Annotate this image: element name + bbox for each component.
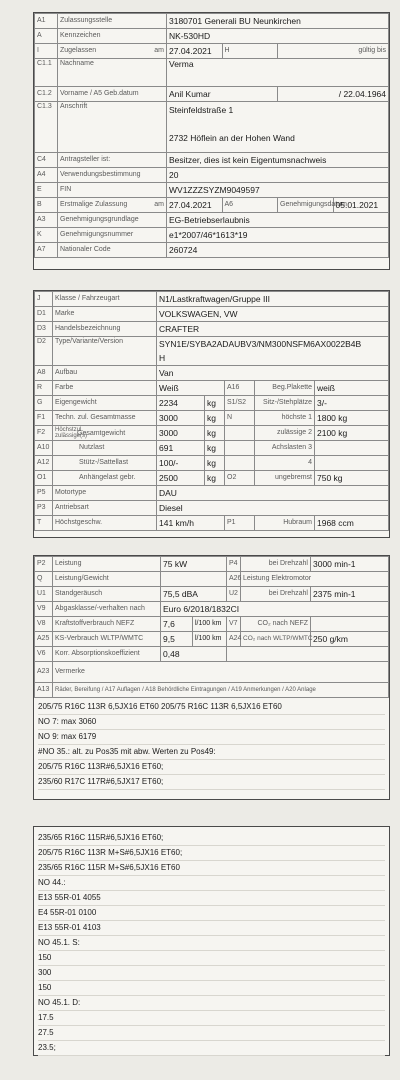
table-row	[35, 44, 389, 59]
address-street: Steinfeldstraße 1	[169, 105, 234, 115]
field-label: Vorname / A5 Geb.datum	[58, 87, 167, 102]
field-code: V6	[35, 647, 53, 662]
field-code: A13	[35, 683, 53, 698]
field-value: 9,5	[161, 632, 193, 647]
field-code: R	[35, 381, 53, 396]
field-label: Abgasklasse/-verhalten nach	[53, 602, 161, 617]
field-label: Vermerke	[53, 662, 389, 683]
list-item: 205/75 R16C 113R 6,5JX16 ET60 205/75 R16C 113R 6,5JX16 ET60	[38, 700, 385, 715]
field-label: Kraftstoffverbrauch NEFZ	[53, 617, 161, 632]
label-text: höchste	[281, 414, 307, 421]
label-text: Gesamtgewicht	[77, 429, 126, 437]
co2-unit: g/km	[329, 634, 348, 644]
field-value: 750 kg	[315, 471, 389, 486]
table-row	[35, 456, 389, 471]
table-row	[35, 102, 389, 153]
table-row	[35, 426, 389, 441]
field-code: O2	[225, 471, 255, 486]
table-row	[35, 153, 389, 168]
table-row	[35, 662, 389, 683]
field-value: 75,5 dBA	[161, 587, 227, 602]
field-code: D3	[35, 322, 53, 337]
field-code: A10	[35, 441, 53, 456]
field-label: Verwendungsbestimmung	[58, 168, 167, 183]
field-code: U1	[35, 587, 53, 602]
table-row	[35, 243, 389, 258]
list-item: 17.5	[38, 1011, 385, 1026]
field-value: 20	[167, 168, 389, 183]
list-item: E13 55R-01 4055	[38, 891, 385, 906]
field-value: weiß	[315, 381, 389, 396]
field-value: 2375 min-1	[311, 587, 389, 602]
table-row	[35, 441, 389, 456]
table-row	[35, 486, 389, 501]
field-code: C1.1	[35, 59, 58, 87]
field-label: Korr. Absorptionskoeffizient	[53, 647, 161, 662]
table-row	[35, 587, 389, 602]
field-code: D1	[35, 307, 53, 322]
table-row	[35, 602, 389, 617]
table-row	[35, 516, 389, 531]
field-label: ungebremst	[255, 471, 315, 486]
field-code: A7	[35, 243, 58, 258]
vertical-label: Höchstzul. zulässige(s)	[55, 427, 88, 439]
field-label	[58, 198, 167, 213]
field-value: 260724	[167, 243, 389, 258]
field-code: A4	[35, 168, 58, 183]
field-unit: kg	[205, 441, 225, 456]
field-value: Weiß	[157, 381, 225, 396]
field-value: 1800 kg	[315, 411, 389, 426]
field-value-birthdate: / 22.04.1964	[278, 87, 389, 102]
field-value: 2500	[157, 471, 205, 486]
field-label: Antragsteller ist:	[58, 153, 167, 168]
label-text: Zugelassen	[60, 47, 97, 54]
list-item: 205/75 R16C 113R#6,5JX16 ET60;	[38, 760, 385, 775]
field-code: D2	[35, 337, 53, 366]
field-code: A3	[35, 213, 58, 228]
performance-table	[34, 556, 389, 698]
field-value: N1/Lastkraftwagen/Gruppe III	[157, 292, 389, 307]
field-code	[225, 441, 255, 456]
table-row	[35, 213, 389, 228]
field-unit: l/100 km	[193, 617, 227, 632]
list-item: NO 7: max 3060	[38, 715, 385, 730]
field-code: Q	[35, 572, 53, 587]
field-label: Leistung Elektromotor	[241, 572, 389, 587]
label-text: zulässige	[276, 429, 307, 436]
field-label	[255, 426, 315, 441]
table-row	[35, 14, 389, 29]
field-code: A26	[227, 572, 241, 587]
field-label: Standgeräusch	[53, 587, 161, 602]
field-value: 0,48	[161, 647, 227, 662]
field-value: 141 km/h	[157, 516, 225, 531]
field-label: FIN	[58, 183, 167, 198]
table-row	[35, 198, 389, 213]
table-row	[35, 168, 389, 183]
field-label: Kennzeichen	[58, 29, 167, 44]
field-code: N	[225, 411, 255, 426]
field-label: Techn. zul. Gesamtmasse	[53, 411, 157, 426]
field-value: 3000	[157, 426, 205, 441]
table-row	[35, 396, 389, 411]
field-code: E	[35, 183, 58, 198]
field-label: Nachname	[58, 59, 167, 87]
field-code: S1/S2	[225, 396, 255, 411]
list-item: #NO 35.: alt. zu Pos35 mit abw. Werten zu Pos49:	[38, 745, 385, 760]
field-value	[161, 572, 227, 587]
field-label: Leistung/Gewicht	[53, 572, 161, 587]
field-value: 7,6	[161, 617, 193, 632]
list-item: NO 45.1. D:	[38, 996, 385, 1011]
field-code: F2	[35, 426, 53, 441]
field-label: Antriebsart	[53, 501, 157, 516]
field-value	[157, 337, 389, 366]
registration-block	[33, 12, 390, 270]
field-value: 100/-	[157, 456, 205, 471]
list-item: 27.5	[38, 1026, 385, 1041]
field-code: C1.2	[35, 87, 58, 102]
field-value: 3/-	[315, 396, 389, 411]
field-unit: kg	[205, 456, 225, 471]
field-value: 05.01.2021	[333, 198, 389, 213]
label-text: Achslasten	[271, 444, 307, 451]
field-label: Klasse / Fahrzeugart	[53, 292, 157, 307]
field-label: Leistung	[53, 557, 161, 572]
table-row	[35, 87, 389, 102]
field-label: Farbe	[53, 381, 157, 396]
field-value: 75 kW	[161, 557, 227, 572]
table-row	[35, 501, 389, 516]
table-row	[35, 381, 389, 396]
field-value: 3000 min-1	[311, 557, 389, 572]
field-value: Anil Kumar	[167, 87, 278, 102]
axle-index: 2	[308, 429, 312, 436]
label-text: Erstmalige Zulassung	[60, 201, 128, 208]
label-am: am	[154, 47, 164, 54]
field-label: Höchstgeschw.	[53, 516, 157, 531]
label-am: am	[154, 201, 164, 208]
table-row	[35, 322, 389, 337]
field-unit: kg	[205, 411, 225, 426]
field-label: CO₂ nach WLTP/WMTC	[241, 632, 311, 647]
table-row	[35, 337, 389, 366]
table-row	[35, 29, 389, 44]
field-code: I	[35, 44, 58, 59]
field-code: A16	[225, 381, 255, 396]
field-code: O1	[35, 471, 53, 486]
table-row	[35, 307, 389, 322]
field-unit: kg	[205, 426, 225, 441]
field-label: Genehmigungsdatum	[278, 198, 334, 213]
table-row	[35, 366, 389, 381]
field-code: V7	[227, 617, 241, 632]
field-code: A25	[35, 632, 53, 647]
table-row	[35, 59, 389, 87]
field-label: Sitz-/Stehplätze	[255, 396, 315, 411]
field-code: P3	[35, 501, 53, 516]
field-value: 27.04.2021	[167, 198, 223, 213]
field-label: Beg.Plakette	[255, 381, 315, 396]
continuation-remarks-block	[33, 826, 390, 1056]
co2-value: 250	[313, 634, 328, 644]
field-value: Van	[157, 366, 389, 381]
field-label: Anschrift	[58, 102, 167, 153]
table-row	[35, 572, 389, 587]
field-code: K	[35, 228, 58, 243]
field-label	[53, 426, 157, 441]
field-code: A24	[227, 632, 241, 647]
list-item: 300	[38, 966, 385, 981]
field-label	[255, 441, 315, 456]
field-value: WV1ZZZSYZM9049597	[167, 183, 389, 198]
field-label: CO₂ nach NEFZ	[241, 617, 311, 632]
type-variant-line2: H	[159, 353, 166, 363]
field-code: A1	[35, 14, 58, 29]
field-value: 3180701 Generali BU Neunkirchen	[167, 14, 389, 29]
field-code: A23	[35, 662, 53, 683]
field-code: U2	[227, 587, 241, 602]
field-value: 27.04.2021	[167, 44, 223, 59]
vehicle-data-table	[34, 291, 389, 531]
field-code: P1	[225, 516, 255, 531]
field-value: 1968 ccm	[315, 516, 389, 531]
field-value: e1*2007/46*1613*19	[167, 228, 389, 243]
vehicle-data-block	[33, 290, 390, 538]
field-value: NK-530HD	[167, 29, 389, 44]
list-item: 150	[38, 981, 385, 996]
list-item: E13 55R-01 4103	[38, 921, 385, 936]
field-label: Zulassungsstelle	[58, 14, 167, 29]
field-value: EG-Betriebserlaubnis	[167, 213, 389, 228]
field-label: KS-Verbrauch WLTP/WMTC	[53, 632, 161, 647]
table-row	[35, 183, 389, 198]
field-value: 3000	[157, 411, 205, 426]
field-code	[225, 426, 255, 441]
field-value: Euro 6/2018/1832CI	[161, 602, 389, 617]
list-item: NO 9: max 6179	[38, 730, 385, 745]
field-value: 691	[157, 441, 205, 456]
field-code: P4	[227, 557, 241, 572]
list-item: E4 55R-01 0100	[38, 906, 385, 921]
field-label: Nationaler Code	[58, 243, 167, 258]
field-label: Marke	[53, 307, 157, 322]
list-item: 235/65 R16C 115R M+S#6,5JX16 ET60	[38, 861, 385, 876]
field-value	[315, 456, 389, 471]
tyre-remarks-list	[34, 698, 389, 792]
field-code: A6	[222, 198, 278, 213]
field-label	[58, 44, 167, 59]
field-label: Hubraum	[255, 516, 315, 531]
field-unit: l/100 km	[193, 632, 227, 647]
field-label: Eigengewicht	[53, 396, 157, 411]
field-value	[311, 632, 389, 647]
field-code: F1	[35, 411, 53, 426]
list-item: 23.5;	[38, 1041, 385, 1056]
field-unit: kg	[205, 471, 225, 486]
table-row	[35, 647, 389, 662]
field-label-h: H	[222, 44, 278, 59]
list-item: 150	[38, 951, 385, 966]
field-code: P5	[35, 486, 53, 501]
axle-index: 3	[308, 444, 312, 451]
field-label-valid-until: gültig bis	[278, 44, 389, 59]
field-value	[311, 617, 389, 632]
field-code	[225, 456, 255, 471]
axle-index: 4	[255, 456, 315, 471]
table-row	[35, 617, 389, 632]
performance-remarks-block	[33, 555, 390, 800]
field-value: Verma	[167, 59, 389, 87]
address-city: 2732 Höflein an der Hohen Wand	[169, 133, 295, 143]
field-value: CRAFTER	[157, 322, 389, 337]
field-code: P2	[35, 557, 53, 572]
field-code: C4	[35, 153, 58, 168]
axle-index: 1	[308, 414, 312, 421]
field-label: bei Drehzahl	[241, 587, 311, 602]
field-label: Anhängelast gebr.	[53, 471, 157, 486]
field-label: Aufbau	[53, 366, 157, 381]
field-label: Räder, Bereifung / A17 Auflagen / A18 Behördliche Eintragungen / A19 Anmerkungen / A20 Anlage	[53, 683, 389, 698]
field-label: Motortype	[53, 486, 157, 501]
field-code: V9	[35, 602, 53, 617]
field-code: A12	[35, 456, 53, 471]
field-empty	[227, 647, 389, 662]
table-row	[35, 471, 389, 486]
field-code: A	[35, 29, 58, 44]
field-label	[255, 411, 315, 426]
table-row	[35, 411, 389, 426]
field-value: Diesel	[157, 501, 389, 516]
field-code: J	[35, 292, 53, 307]
table-row	[35, 632, 389, 647]
list-item: NO 44.:	[38, 876, 385, 891]
list-item: 235/60 R17C 117R#6,5JX17 ET60;	[38, 775, 385, 790]
field-label: bei Drehzahl	[241, 557, 311, 572]
field-code: B	[35, 198, 58, 213]
field-value: DAU	[157, 486, 389, 501]
continuation-list	[34, 827, 389, 1058]
field-label: Handelsbezeichnung	[53, 322, 157, 337]
field-code: A8	[35, 366, 53, 381]
field-label: Genehmigungsnummer	[58, 228, 167, 243]
field-value: VOLKSWAGEN, VW	[157, 307, 389, 322]
table-row	[35, 683, 389, 698]
table-row	[35, 557, 389, 572]
list-item: 235/65 R16C 115R#6,5JX16 ET60;	[38, 831, 385, 846]
table-row	[35, 228, 389, 243]
field-label: Stütz-/Sattellast	[53, 456, 157, 471]
field-unit: kg	[205, 396, 225, 411]
type-variant-line1: SYN1E/SYBA2ADAUBV3/NM300NSFM6AX0022B4B	[159, 339, 362, 349]
registration-table	[34, 13, 389, 258]
table-row	[35, 292, 389, 307]
field-code: C1.3	[35, 102, 58, 153]
field-value	[315, 441, 389, 456]
field-label: Genehmigungsgrundlage	[58, 213, 167, 228]
field-code: G	[35, 396, 53, 411]
field-value: Besitzer, dies ist kein Eigentumsnachweis	[167, 153, 389, 168]
list-item: NO 45.1. S:	[38, 936, 385, 951]
field-code: T	[35, 516, 53, 531]
list-item: 205/75 R16C 113R M+S#6,5JX16 ET60;	[38, 846, 385, 861]
field-value: 2234	[157, 396, 205, 411]
field-value-address	[167, 102, 389, 153]
field-code: V8	[35, 617, 53, 632]
field-label: Nutzlast	[53, 441, 157, 456]
field-label: Type/Variante/Version	[53, 337, 157, 366]
field-value: 2100 kg	[315, 426, 389, 441]
